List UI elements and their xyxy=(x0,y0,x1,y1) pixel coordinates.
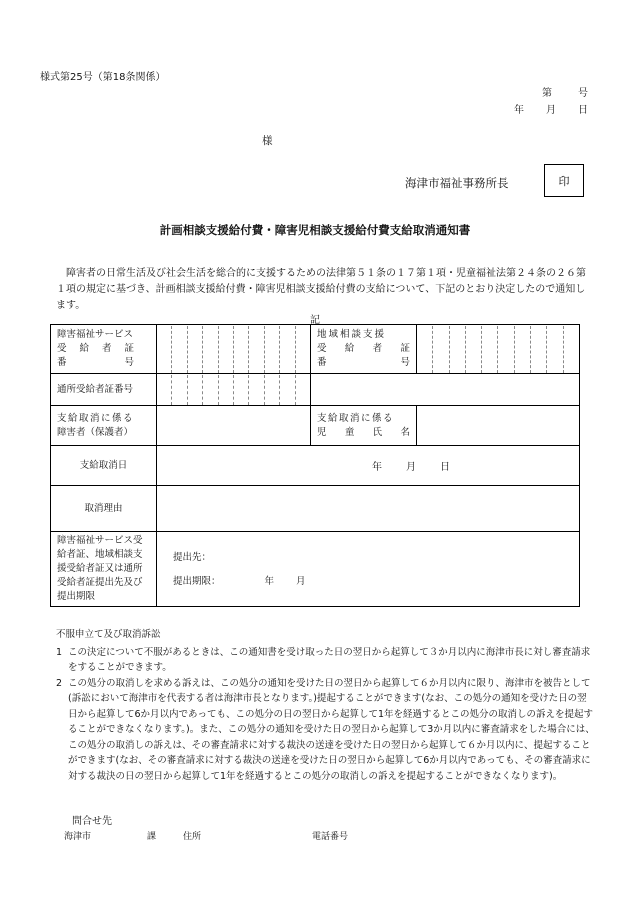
document-date xyxy=(492,101,588,116)
seal-label: 印 xyxy=(558,174,570,188)
submission-deadline: 提出期限： 年 月 xyxy=(173,576,306,587)
row-certificate-numbers xyxy=(51,325,580,374)
contact-heading: 問合せ先 xyxy=(72,816,112,827)
tsusho-cert-number-field[interactable] xyxy=(157,374,311,406)
label-service-cert-number: 障害福祉サービス 受 給 者 証 番 号 xyxy=(51,325,157,374)
cancel-reason-field[interactable] xyxy=(157,486,580,532)
service-cert-number-field[interactable] xyxy=(157,325,311,374)
note-item-2: 2 この処分の取消しを求める訴えは、この処分の通知を受けた日の翌日から起算して６か月以内に限り、海津市を被告として(訴訟において海津市を代表する者は海津市長となります。)提起することができます(なお、この処分の通知を受けた日の翌日から起算して6か月以内であっても、この処分の日の翌日から起算して1年を経過するとこの処分の取消しの訴えを提起することができなくなります。)。また、この処分の通知を受けた日の翌日から起算して3か月以内に審査請求をした場合には、この処分の取消しの訴えは、その審査請求に対する裁決の送達を受けた日の翌日から起算して６か月以内に、提起することができます(なお、その審査請求に対する裁決の送達を受けた日の翌日から起算して6か月以内であっても、その審査請求に対する裁決の日の翌日から起算して1年を経過するとこの処分の取消しの訴えを提起することができなくなります)。 xyxy=(56,677,595,782)
label-cancel-date: 支給取消日 xyxy=(51,446,157,486)
label-community-cert-number: 地域相談支援 受 給 者 証 番 号 xyxy=(311,325,417,374)
contact-section: 課 xyxy=(147,832,157,842)
notes-heading: 不服申立て及び取消訴訟 xyxy=(56,629,161,640)
submission-dest: 提出先： xyxy=(173,552,212,563)
label-submission: 障害福祉サービス受給者証、地域相談支援受給者証又は通所受給者証提出先及び提出期限 xyxy=(51,532,157,607)
note-item-1: 1 この決定について不服があるときは、この通知書を受け取った日の翌日から起算して３か月以内に海津市長に対し審査請求をすることができます。 xyxy=(56,646,591,673)
number-label-dai: 第 xyxy=(542,88,552,99)
ki-mark: 記 xyxy=(310,315,320,326)
recipient-suffix: 様 xyxy=(262,135,273,147)
row-cancel-date xyxy=(51,446,580,486)
row-tsusho-number xyxy=(51,374,580,406)
label-disabled-person: 支給取消に係る 障害者（保護者） xyxy=(51,406,157,446)
form-number: 様式第25号（第18条関係） xyxy=(40,72,166,83)
sender-name: 海津市福祉事務所長 xyxy=(405,176,509,190)
row-reason xyxy=(51,486,580,532)
label-cancel-reason: 取消理由 xyxy=(51,486,157,532)
contact-address: 住所 xyxy=(183,832,202,842)
label-tsusho-cert-number: 通所受給者証番号 xyxy=(51,374,157,406)
contact-city: 海津市 xyxy=(64,832,92,842)
seal-box xyxy=(544,164,584,197)
number-label-go: 号 xyxy=(578,88,588,99)
document-number xyxy=(542,84,588,99)
empty-cell xyxy=(311,374,580,406)
submission-field[interactable] xyxy=(157,532,580,607)
contact-phone: 電話番号 xyxy=(312,832,349,842)
row-person xyxy=(51,406,580,446)
document-title: 計画相談支援給付費・障害児相談支援給付費支給取消通知書 xyxy=(159,223,471,237)
community-cert-number-field[interactable] xyxy=(417,325,580,374)
appeal-notes xyxy=(56,627,596,784)
date-year: 年 xyxy=(514,105,524,116)
cancel-date-field[interactable]: 年 月 日 xyxy=(157,446,580,486)
date-month: 月 xyxy=(546,105,556,116)
row-submission xyxy=(51,532,580,607)
body-text: 障害者の日常生活及び社会生活を総合的に支援するための法律第５１条の１７第１項・児童福祉法第２４条の２６第１項の規定に基づき、計画相談支援給付費・障害児相談支援給付費の支給について、下記のとおり決定したので通知します。 xyxy=(56,268,586,311)
date-day: 日 xyxy=(578,105,588,116)
label-child-name: 支給取消に係る 児 童 氏 名 xyxy=(311,406,417,446)
disabled-person-field[interactable] xyxy=(157,406,311,446)
cancellation-table xyxy=(50,324,580,607)
child-name-field[interactable] xyxy=(417,406,580,446)
